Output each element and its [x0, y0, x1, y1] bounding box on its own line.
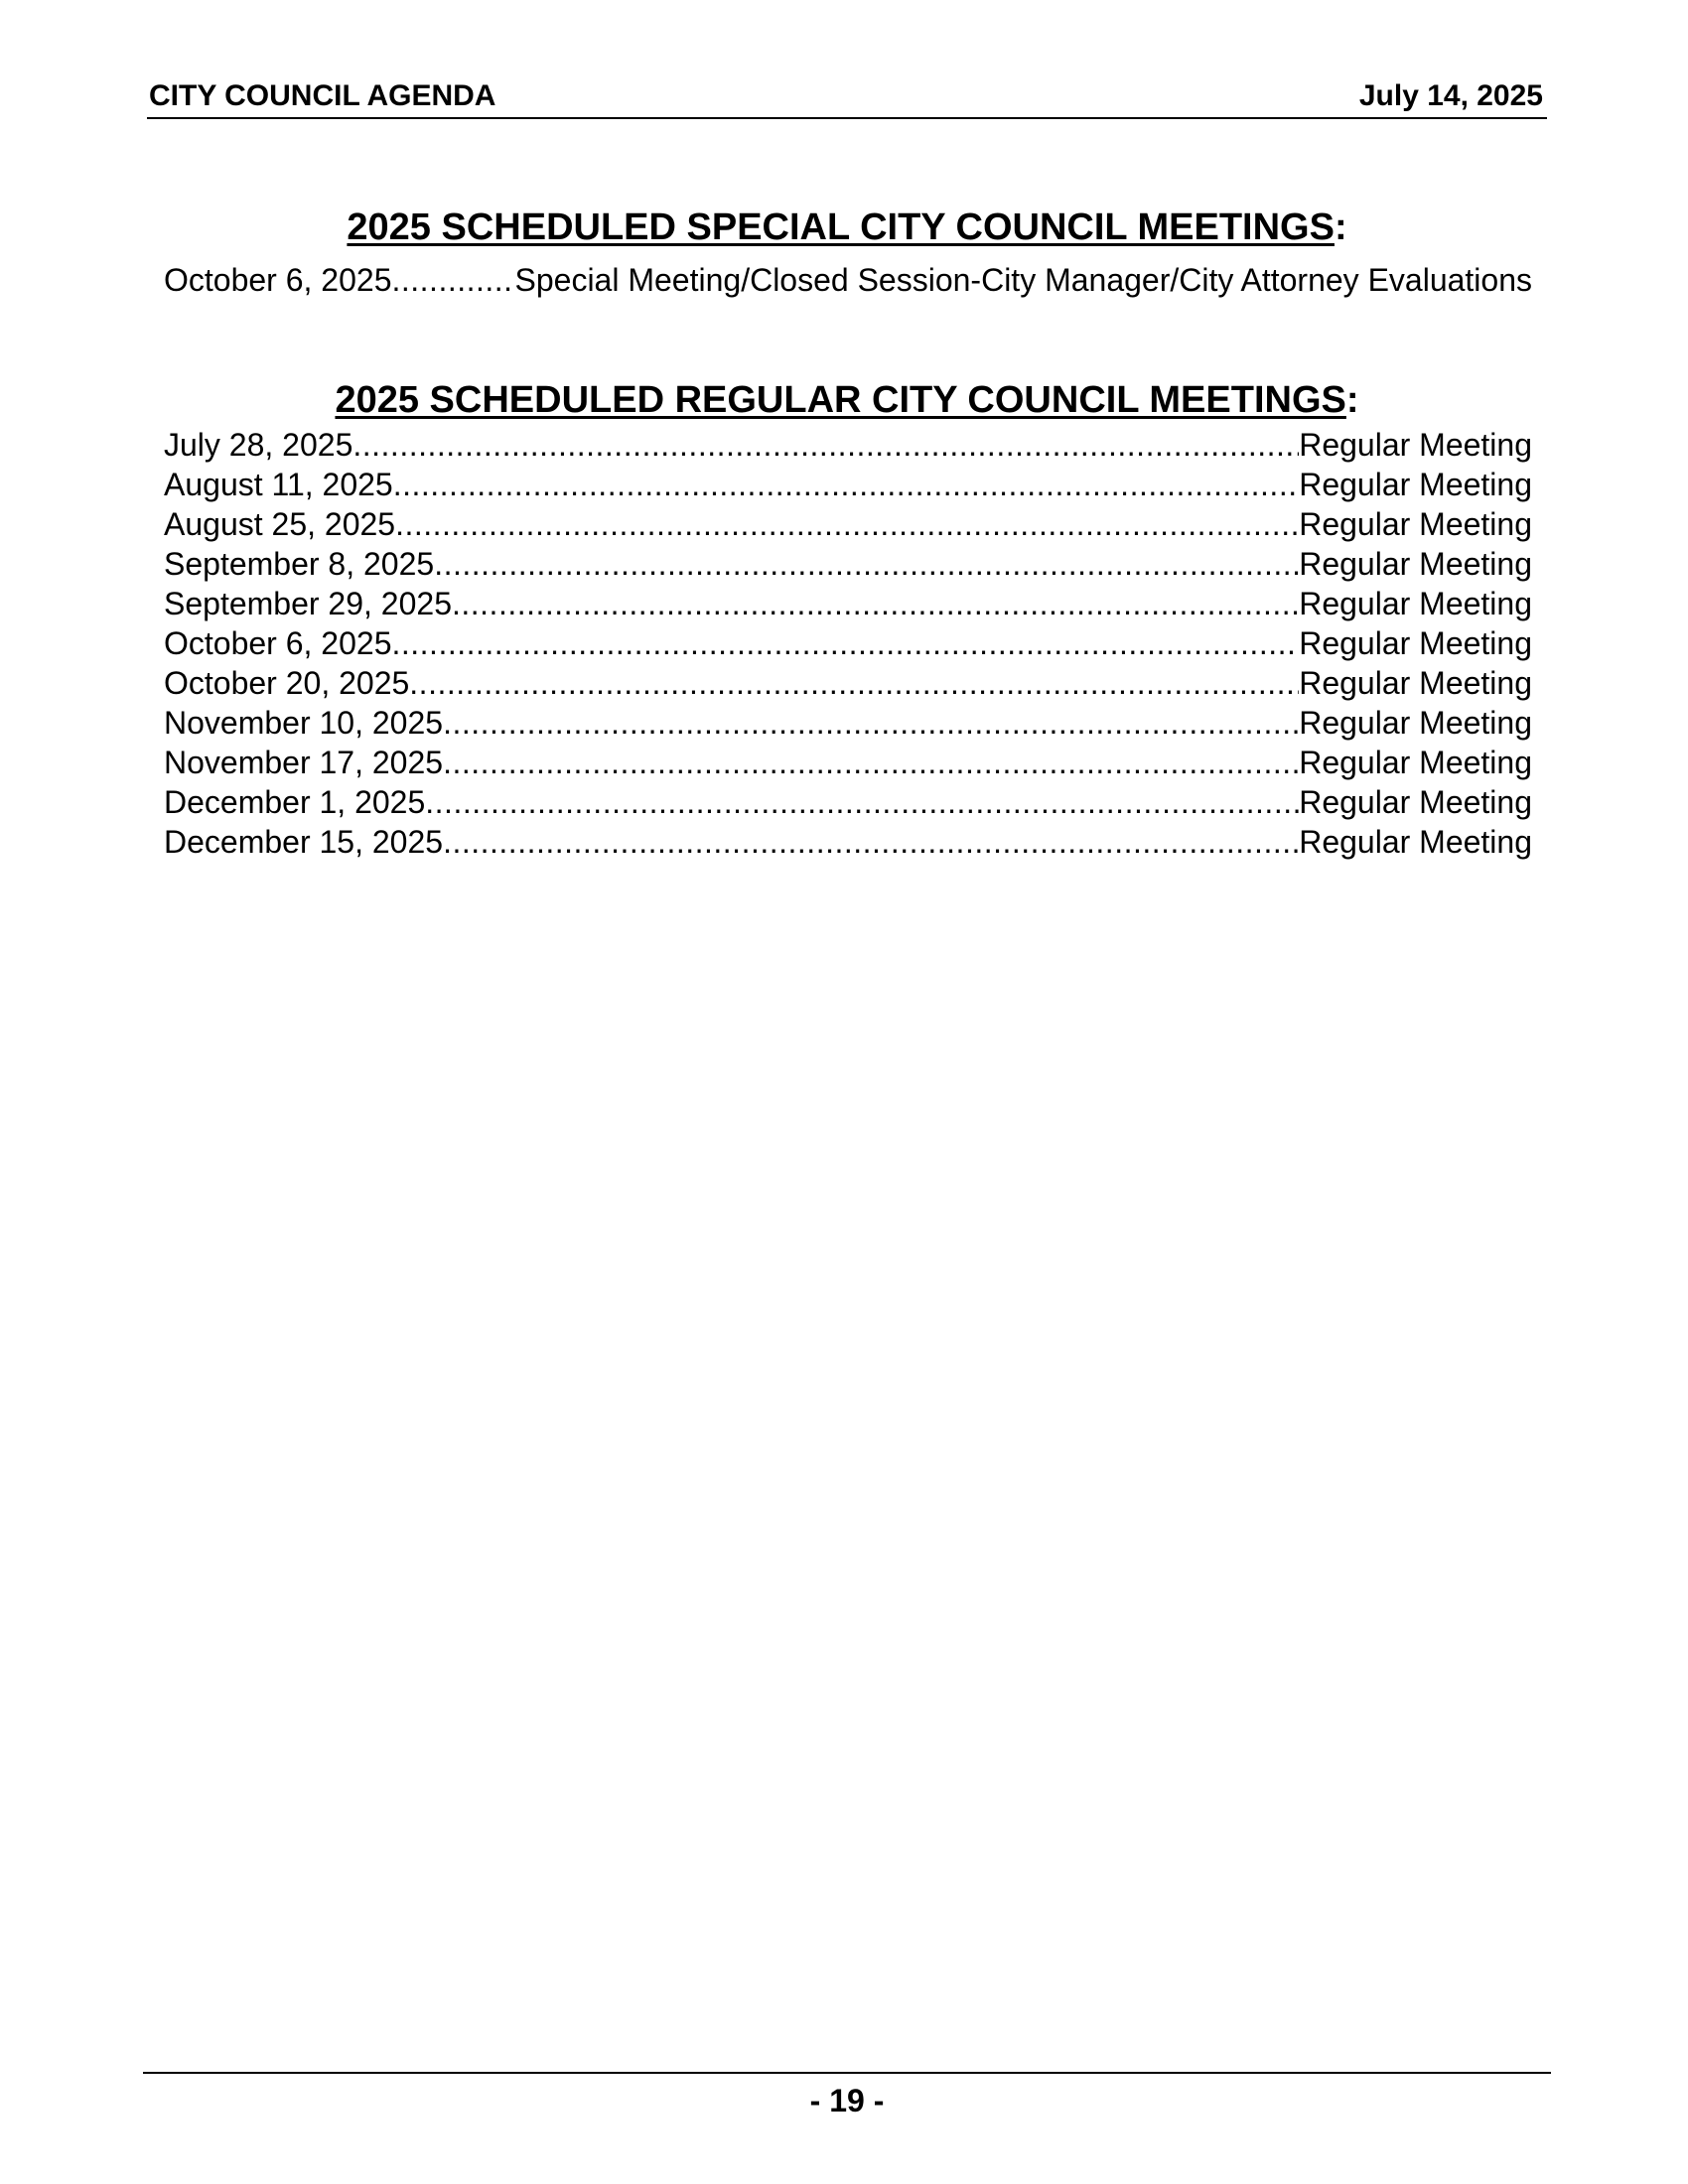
- regular-meeting-entry: [164, 623, 1532, 663]
- meeting-description: Regular Meeting: [1299, 625, 1532, 661]
- meeting-date: October 6, 2025: [164, 262, 392, 298]
- regular-meeting-entry: [164, 465, 1532, 504]
- meeting-description: Regular Meeting: [1299, 427, 1532, 463]
- dot-leader: [443, 822, 1299, 862]
- meeting-description: Regular Meeting: [1299, 546, 1532, 582]
- special-meetings-title-colon: :: [1334, 206, 1347, 248]
- regular-meeting-entry: [164, 663, 1532, 703]
- dot-leader: [409, 663, 1299, 703]
- agenda-title: CITY COUNCIL AGENDA: [149, 79, 496, 112]
- dot-leader: [434, 544, 1299, 584]
- regular-meeting-entry: [164, 425, 1532, 465]
- meeting-date: September 29, 2025: [164, 586, 452, 621]
- special-meetings-heading: [147, 206, 1547, 249]
- dot-leader: [393, 465, 1300, 504]
- agenda-date: July 14, 2025: [1358, 79, 1543, 112]
- meeting-description: Regular Meeting: [1299, 467, 1532, 502]
- meeting-date: November 10, 2025: [164, 705, 444, 741]
- meeting-description: Regular Meeting: [1299, 705, 1532, 741]
- page-number: - 19 -: [809, 2083, 885, 2118]
- meeting-description: Regular Meeting: [1299, 784, 1532, 820]
- meeting-description: Regular Meeting: [1299, 506, 1532, 542]
- meeting-date: August 11, 2025: [164, 467, 393, 502]
- meeting-description: Regular Meeting: [1299, 745, 1532, 780]
- meeting-date: December 15, 2025: [164, 824, 444, 860]
- dot-leader: [443, 703, 1299, 743]
- footer-divider: [143, 2072, 1551, 2074]
- regular-meeting-entry: [164, 822, 1532, 862]
- meeting-date: December 1, 2025: [164, 784, 426, 820]
- meeting-date: September 8, 2025: [164, 546, 435, 582]
- meeting-date: August 25, 2025: [164, 506, 396, 542]
- dot-leader: [452, 584, 1299, 623]
- regular-meeting-entry: [164, 743, 1532, 782]
- meeting-description: Regular Meeting: [1299, 824, 1532, 860]
- dot-leader: [425, 782, 1299, 822]
- meeting-date: July 28, 2025: [164, 427, 353, 463]
- regular-meeting-entry: [164, 504, 1532, 544]
- dot-leader: [443, 743, 1299, 782]
- meeting-description: Special Meeting/Closed Session-City Manager/City Attorney Evaluations: [514, 262, 1532, 298]
- regular-meeting-entry: [164, 584, 1532, 623]
- regular-meeting-entry: [164, 703, 1532, 743]
- meeting-date: October 20, 2025: [164, 665, 410, 701]
- dot-leader: [352, 425, 1299, 465]
- regular-meetings-title-colon: :: [1345, 379, 1359, 421]
- regular-meetings-heading: [147, 379, 1547, 422]
- special-meeting-entry: [164, 260, 1532, 300]
- page-header: [147, 79, 1547, 119]
- meeting-description: Regular Meeting: [1299, 665, 1532, 701]
- meeting-date: October 6, 2025: [164, 625, 392, 661]
- regular-meetings-title: 2025 SCHEDULED REGULAR CITY COUNCIL MEETINGS: [335, 379, 1346, 421]
- meeting-date: November 17, 2025: [164, 745, 444, 780]
- regular-meeting-entry: [164, 544, 1532, 584]
- meeting-description: Regular Meeting: [1299, 586, 1532, 621]
- regular-meeting-entry: [164, 782, 1532, 822]
- special-meetings-title: 2025 SCHEDULED SPECIAL CITY COUNCIL MEETINGS: [347, 206, 1335, 248]
- dot-leader: [391, 260, 514, 300]
- dot-leader: [391, 623, 1299, 663]
- dot-leader: [395, 504, 1299, 544]
